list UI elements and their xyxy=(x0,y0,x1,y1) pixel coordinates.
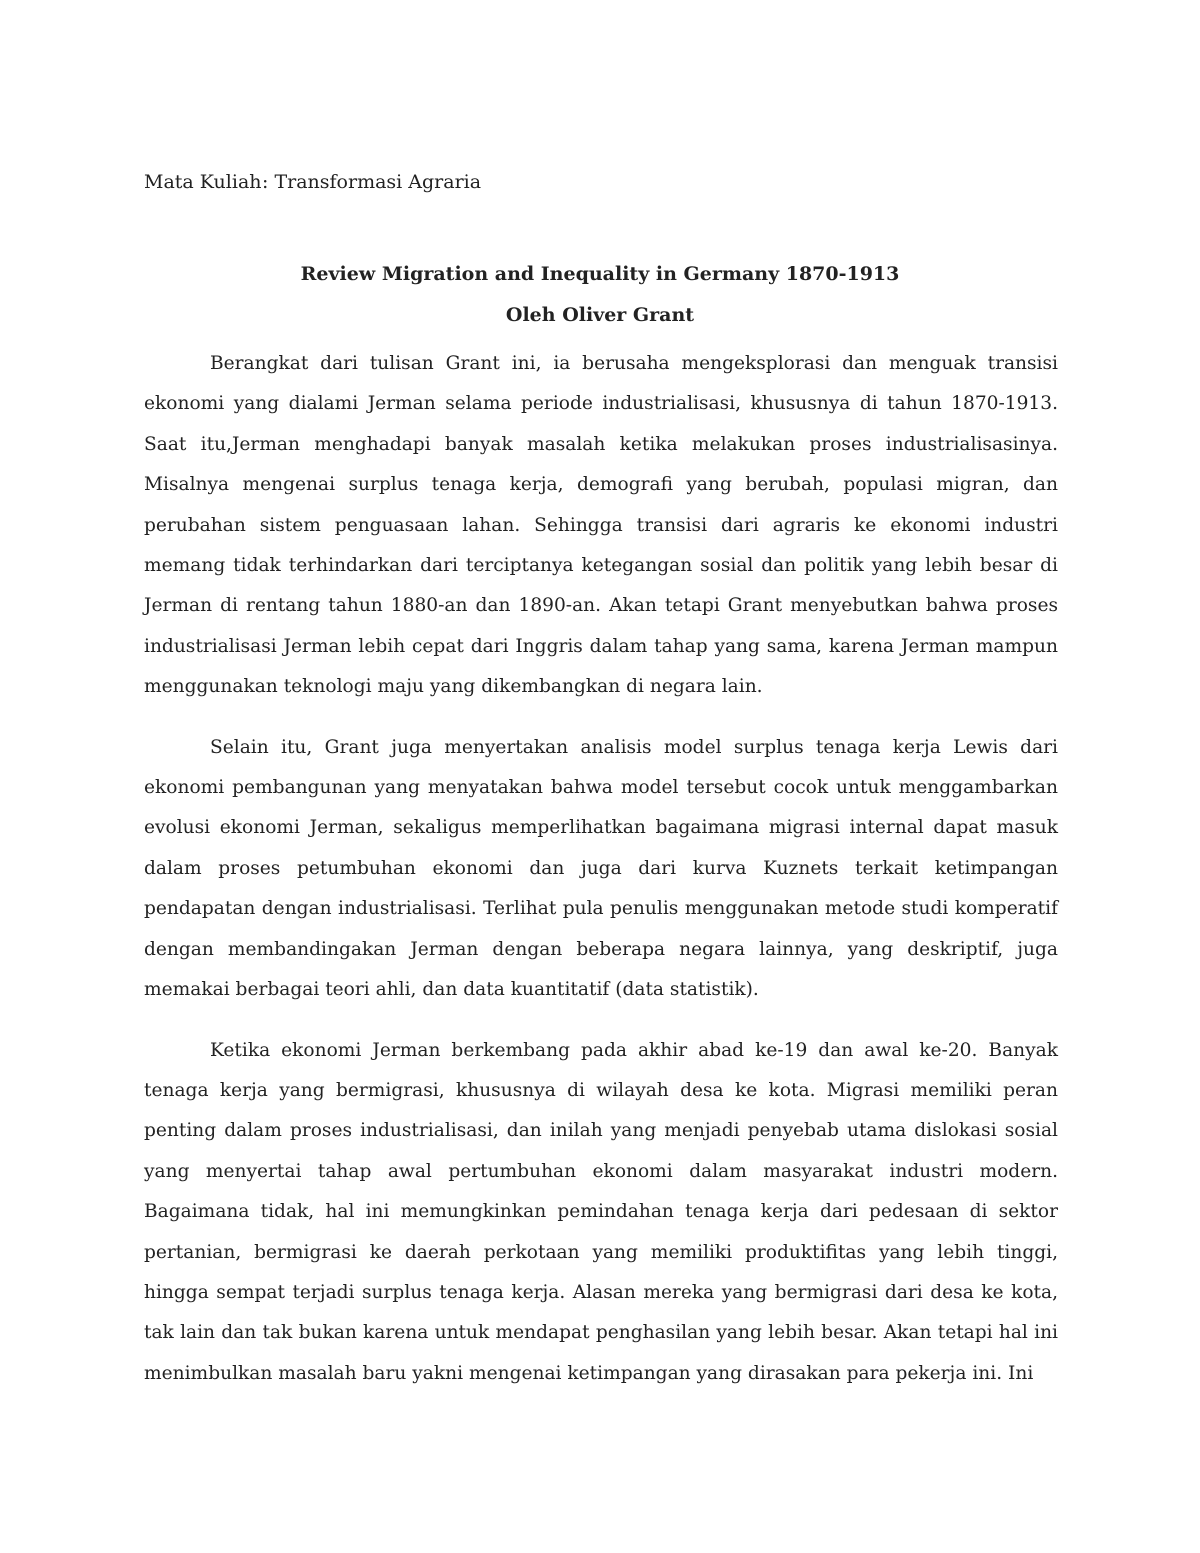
document-author: Oleh Oliver Grant xyxy=(505,304,695,326)
course-line xyxy=(144,168,481,196)
paragraph-3: Ketika ekonomi Jerman berkembang pada akhir abad ke-19 dan awal ke-20. Banyak tenaga kerja yang bermigrasi, khususnya di wilayah desa ke kota. Migrasi memiliki peran penting dalam proses industrialisasi, dan inilah yang menjadi penyebab utama dislokasi sosial yang menyertai tahap awal pertumbuhan ekonomi dalam masyarakat industri modern. Bagaimana tidak, hal ini memungkinkan pemindahan tenaga kerja dari pedesaan di sektor pertanian, bermigrasi ke daerah perkotaan yang memiliki produktifitas yang lebih tinggi, hingga sempat terjadi surplus tenaga kerja. Alasan mereka yang bermigrasi dari desa ke kota, tak lain dan tak bukan karena untuk mendapat penghasilan yang lebih besar. Akan tetapi hal ini menimbulkan masalah baru yakni mengenai ketimpangan yang dirasakan para pekerja ini. Ini xyxy=(144,1039,1058,1384)
document-title: Review Migration and Inequality in Germany 1870-1913 xyxy=(300,263,900,285)
course-label: Mata Kuliah xyxy=(144,171,262,193)
course-value: : Transformasi Agraria xyxy=(262,171,482,193)
paragraph-1: Berangkat dari tulisan Grant ini, ia berusaha mengeksplorasi dan menguak transisi ekonomi yang dialami Jerman selama periode industrialisasi, khususnya di tahun 1870-1913. Saat itu,Jerman menghadapi banyak masalah ketika melakukan proses industrialisasinya. Misalnya mengenai surplus tenaga kerja, demografi yang berubah, populasi migran, dan perubahan sistem penguasaan lahan. Sehingga transisi dari agraris ke ekonomi industri memang tidak terhindarkan dari terciptanya ketegangan sosial dan politik yang lebih besar di Jerman di rentang tahun 1880-an dan 1890-an. Akan tetapi Grant menyebutkan bahwa proses industrialisasi Jerman lebih cepat dari Inggris dalam tahap yang sama, karena Jerman mampun menggunakan teknologi maju yang dikembangkan di negara lain. xyxy=(144,353,1058,698)
paragraph-2: Selain itu, Grant juga menyertakan analisis model surplus tenaga kerja Lewis dari ekonomi pembangunan yang menyatakan bahwa model tersebut cocok untuk menggambarkan evolusi ekonomi Jerman, sekaligus memperlihatkan bagaimana migrasi internal dapat masuk dalam proses petumbuhan ekonomi dan juga dari kurva Kuznets terkait ketimpangan pendapatan dengan industrialisasi. Terlihat pula penulis menggunakan metode studi komperatif dengan membandingakan Jerman dengan beberapa negara lainnya, yang deskriptif, juga memakai berbagai teori ahli, dan data kuantitatif (data statistik). xyxy=(144,736,1058,1001)
body-text xyxy=(144,344,1058,1414)
title-block xyxy=(144,254,1056,336)
